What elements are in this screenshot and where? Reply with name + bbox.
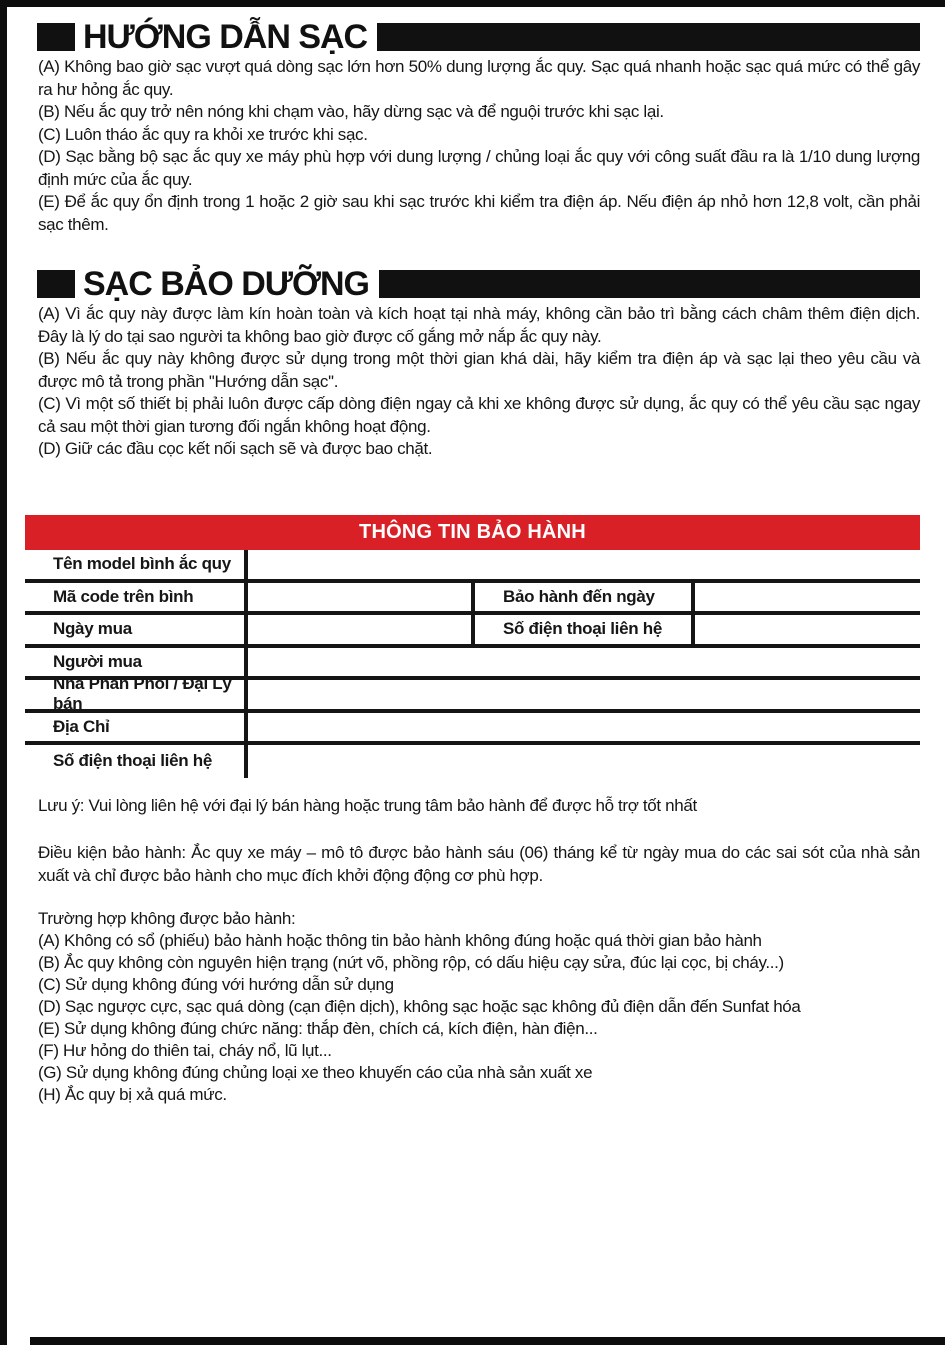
support-note: Lưu ý: Vui lòng liên hệ với đại lý bán hàng hoặc trung tâm bảo hành để được hỗ trợ tốt nhất [38, 795, 697, 815]
maintenance-charging-title: SẠC BẢO DƯỠNG [83, 265, 369, 303]
page-edge-top [0, 0, 945, 7]
charging-guide-item: (E) Để ắc quy ổn định trong 1 hoặc 2 giờ sau khi sạc trước khi kiểm tra điện áp. Nếu điện áp nhỏ hơn 12,8 volt, cần phải sạc thêm. [38, 192, 920, 234]
page-content [25, 7, 920, 1106]
maintenance-item: (C) Vì một số thiết bị phải luôn được cấp dòng điện ngay cả khi xe không được sử dụng, ắc quy có thể yêu cầu sạc ngay cả sau một thời gian tương đối ngắn không hoạt động. [38, 394, 920, 436]
address-label: Địa Chỉ [25, 713, 248, 742]
exclusion-item: (C) Sử dụng không đúng với hướng dẫn sử dụng [38, 975, 394, 994]
table-row-phone [25, 745, 920, 778]
exclusion-item: (D) Sạc ngược cực, sạc quá dòng (cạn điện dịch), không sạc hoặc sạc không đủ điện dẫn đến Sunfat hóa [38, 997, 801, 1016]
charging-guide-item: (B) Nếu ắc quy trở nên nóng khi chạm vào, hãy dừng sạc và để nguội trước khi sạc lại. [38, 102, 664, 121]
warranty-until-label: Bảo hành đến ngày [475, 583, 695, 612]
maintenance-charging-header [25, 265, 920, 303]
maintenance-item: (B) Nếu ắc quy này không được sử dụng trong một thời gian khá dài, hãy kiểm tra điện áp và sạc lại theo yêu cầu và được mô tả trong phần ''Hướng dẫn sạc''. [38, 349, 920, 391]
exclusion-item: (H) Ắc quy bị xả quá mức. [38, 1085, 227, 1104]
warranty-conditions: Điều kiện bảo hành: Ắc quy xe máy – mô tô được bảo hành sáu (06) tháng kể từ ngày mua do các sai sót của nhà sản xuất và chỉ được bảo hành cho mục đích khởi động động cơ phù hợp. [38, 843, 920, 885]
maintenance-item: (D) Giữ các đầu cọc kết nối sạch sẽ và được bao chặt. [38, 439, 433, 458]
page-edge-left [0, 0, 7, 1345]
charging-guide-item: (A) Không bao giờ sạc vượt quá dòng sạc lớn hơn 50% dung lượng ắc quy. Sạc quá nhanh hoặc sạc quá mức có thể gây ra hư hỏng ắc quy. [38, 57, 920, 99]
battery-code-label: Mã code trên bình [25, 583, 248, 612]
phone-label: Số điện thoại liên hệ [25, 745, 248, 778]
address-input[interactable] [248, 713, 920, 742]
maintenance-item: (A) Vì ắc quy này được làm kín hoàn toàn và kích hoạt tại nhà máy, không cần bảo trì bằng cách châm thêm điện dịch. Đây là lý do tại sao người ta không bao giờ được cố gắng mở nắp ắc quy này. [38, 304, 920, 346]
model-name-label: Tên model bình ắc quy [25, 550, 248, 579]
table-row-code-warranty-date [25, 583, 920, 616]
charging-guide-title: HƯỚNG DẪN SẠC [83, 18, 368, 56]
model-name-input[interactable] [248, 550, 920, 579]
contact-phone-input[interactable] [695, 615, 920, 644]
header-rule-bar [379, 270, 920, 298]
header-rule-bar [377, 23, 920, 51]
table-row-address [25, 713, 920, 746]
distributor-label: Nhà Phân Phối / Đại Lý bán [25, 680, 248, 709]
table-row-model [25, 550, 920, 583]
exclusion-item: (E) Sử dụng không đúng chức năng: thắp đèn, chích cá, kích điện, hàn điện... [38, 1019, 598, 1038]
warranty-info-banner: THÔNG TIN BẢO HÀNH [25, 515, 920, 550]
distributor-input[interactable] [248, 680, 920, 709]
charging-guide-item: (D) Sạc bằng bộ sạc ắc quy xe máy phù hợp với dung lượng / chủng loại ắc quy với công suất đầu ra là 1/10 dung lượng định mức của ắc quy. [38, 147, 920, 189]
page-edge-bottom [30, 1337, 945, 1345]
charging-guide-list [38, 56, 920, 236]
purchase-date-label: Ngày mua [25, 615, 248, 644]
section-marker-icon [37, 270, 75, 298]
warranty-info-table [25, 515, 920, 778]
warranty-until-input[interactable] [695, 583, 920, 612]
table-row-purchase-date-phone [25, 615, 920, 648]
purchase-date-input[interactable] [248, 615, 475, 644]
phone-input[interactable] [248, 745, 920, 778]
exclusion-item: (A) Không có sổ (phiếu) bảo hành hoặc thông tin bảo hành không đúng hoặc quá thời gian bảo hành [38, 931, 762, 950]
notes-block [38, 795, 920, 1107]
exclusion-item: (B) Ắc quy không còn nguyên hiện trạng (nứt võ, phồng rộp, có dấu hiệu cạy sửa, đúc lại cọc, bị cháy...) [38, 953, 784, 972]
exclusions-heading: Trường hợp không được bảo hành: [38, 909, 296, 928]
section-marker-icon [37, 23, 75, 51]
maintenance-charging-list [38, 303, 920, 463]
battery-code-input[interactable] [248, 583, 475, 612]
contact-phone-label: Số điện thoại liên hệ [475, 615, 695, 644]
charging-guide-header [25, 18, 920, 56]
buyer-label: Người mua [25, 648, 248, 677]
exclusion-item: (G) Sử dụng không đúng chủng loại xe theo khuyến cáo của nhà sản xuất xe [38, 1063, 593, 1082]
buyer-input[interactable] [248, 648, 920, 677]
table-row-distributor [25, 674, 920, 714]
exclusion-item: (F) Hư hỏng do thiên tai, cháy nổ, lũ lụt... [38, 1041, 332, 1060]
charging-guide-item: (C) Luôn tháo ắc quy ra khỏi xe trước khi sạc. [38, 124, 368, 144]
